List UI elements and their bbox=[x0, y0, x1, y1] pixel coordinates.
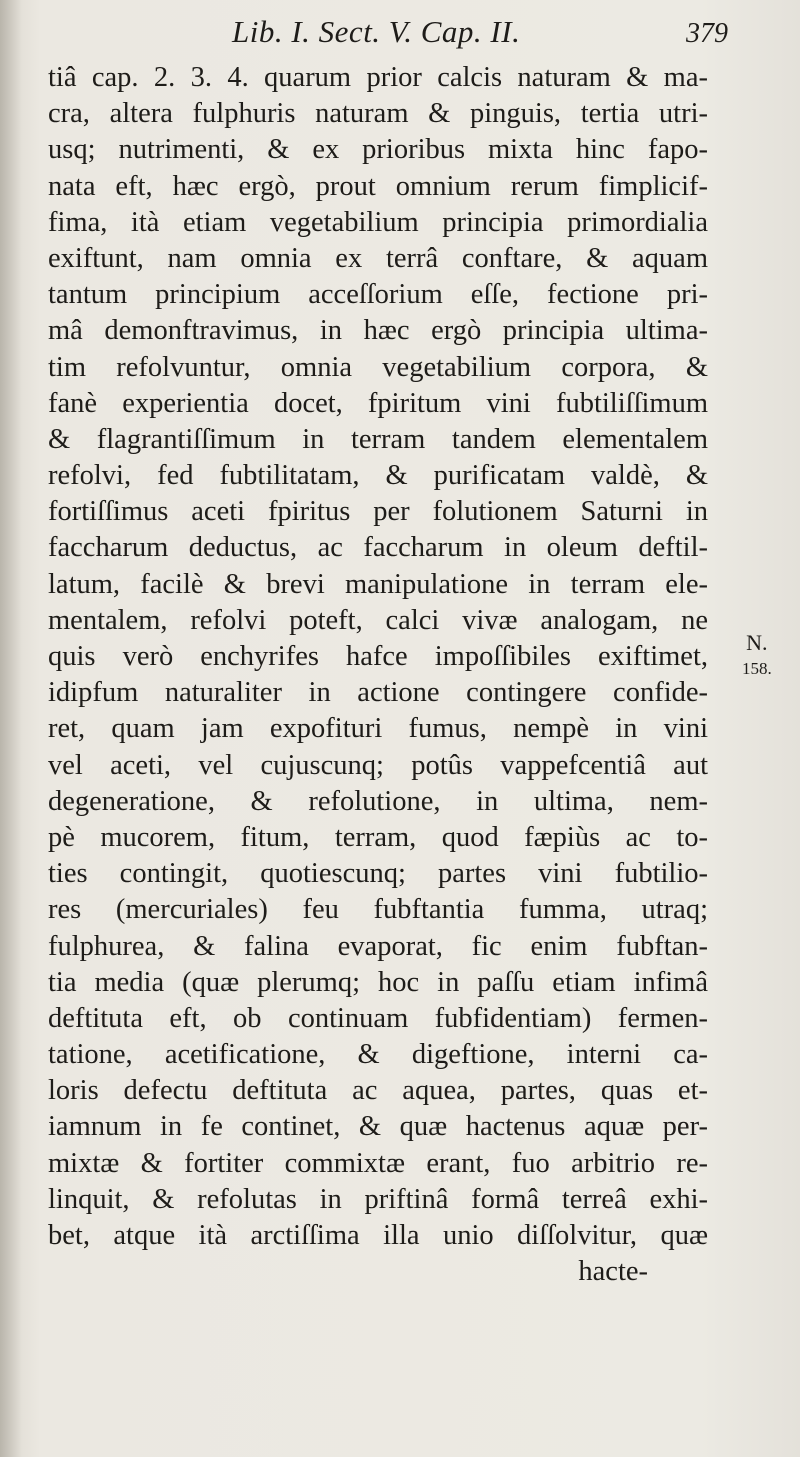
text-line: fanè experientia docet, fpiritum vini fubtiliſſimum bbox=[48, 387, 708, 419]
body-text bbox=[48, 60, 708, 1290]
text-line: exiftunt, nam omnia ex terrâ conftare, & aquam bbox=[48, 242, 708, 274]
text-line: iamnum in fe continet, & quæ hactenus aquæ per- bbox=[48, 1111, 708, 1143]
text-line: pè mucorem, fitum, terram, quod fæpiùs ac to- bbox=[48, 821, 708, 853]
text-line: loris defectu deftituta ac aquea, partes, quas et- bbox=[48, 1075, 708, 1107]
text-line: deftituta eft, ob continuam fubfidentiam) fermen- bbox=[48, 1002, 708, 1034]
text-line: fima, ità etiam vegetabilium principia primordialia bbox=[48, 206, 708, 238]
text-line: faccharum deductus, ac faccharum in oleum deftil- bbox=[48, 532, 708, 564]
text-line: tantum principium acceſſorium eſſe, fectione pri- bbox=[48, 279, 708, 311]
text-line: quis verò enchyrifes hafce impoſſibiles exiftimet, bbox=[48, 641, 708, 672]
text-line: hacte- bbox=[578, 1256, 648, 1288]
text-line: idipfum naturaliter in actione contingere confide- bbox=[48, 677, 708, 709]
text-line: bet, atque ità arctiſſima illa unio diſſolvitur, quæ bbox=[48, 1220, 708, 1251]
text-line: refolvi, fed fubtilitatam, & purificatam valdè, & bbox=[48, 460, 708, 492]
text-line: mentalem, refolvi poteft, calci vivæ analogam, ne bbox=[48, 604, 708, 636]
text-line: ties contingit, quotiescunq; partes vini fubtilio- bbox=[48, 858, 708, 890]
text-line: tiâ cap. 2. 3. 4. quarum prior calcis naturam & ma- bbox=[48, 62, 708, 93]
running-head-title: Lib. I. Sect. V. Cap. II. bbox=[232, 14, 521, 49]
text-line: fortiſſimus aceti fpiritus per folutionem Saturni in bbox=[48, 496, 708, 528]
text-line: cra, altera fulphuris naturam & pinguis, tertia utri- bbox=[48, 98, 708, 130]
text-line: nata eft, hæc ergò, prout omnium rerum fimplicif- bbox=[48, 170, 708, 202]
page-number: 379 bbox=[686, 18, 728, 49]
text-line: latum, facilè & brevi manipulatione in terram ele- bbox=[48, 568, 708, 600]
text-line: mixtæ & fortiter commixtæ erant, fuo arbitrio re- bbox=[48, 1147, 708, 1179]
margin-note-number: 158. bbox=[742, 659, 772, 678]
text-line: & flagrantiſſimum in terram tandem elementalem bbox=[48, 423, 708, 455]
text-line: vel aceti, vel cujuscunq; potûs vappefcentiâ aut bbox=[48, 749, 708, 781]
text-line: tia media (quæ plerumq; hoc in paſſu etiam infimâ bbox=[48, 966, 708, 998]
text-line: linquit, & refolutas in priftinâ formâ terreâ exhi- bbox=[48, 1183, 708, 1215]
text-line: tatione, acetificatione, & digeftione, interni ca- bbox=[48, 1039, 708, 1071]
text-line: fulphurea, & falina evaporat, fic enim fubftan- bbox=[48, 930, 708, 962]
text-line: usq; nutrimenti, & ex prioribus mixta hinc fapo- bbox=[48, 134, 708, 166]
text-line: tim refolvuntur, omnia vegetabilium corpora, & bbox=[48, 351, 708, 383]
gutter-shadow bbox=[0, 0, 22, 1457]
running-head bbox=[0, 6, 800, 56]
text-line: ret, quam jam expofituri fumus, nempè in vini bbox=[48, 713, 708, 745]
text-line: mâ demonftravimus, in hæc ergò principia ultima- bbox=[48, 315, 708, 347]
text-line: res (mercuriales) feu fubftantia fumma, utraq; bbox=[48, 894, 708, 926]
margin-note-label: N. bbox=[746, 630, 768, 655]
margin-note bbox=[742, 630, 772, 682]
text-line: degeneratione, & refolutione, in ultima, nem- bbox=[48, 785, 708, 817]
